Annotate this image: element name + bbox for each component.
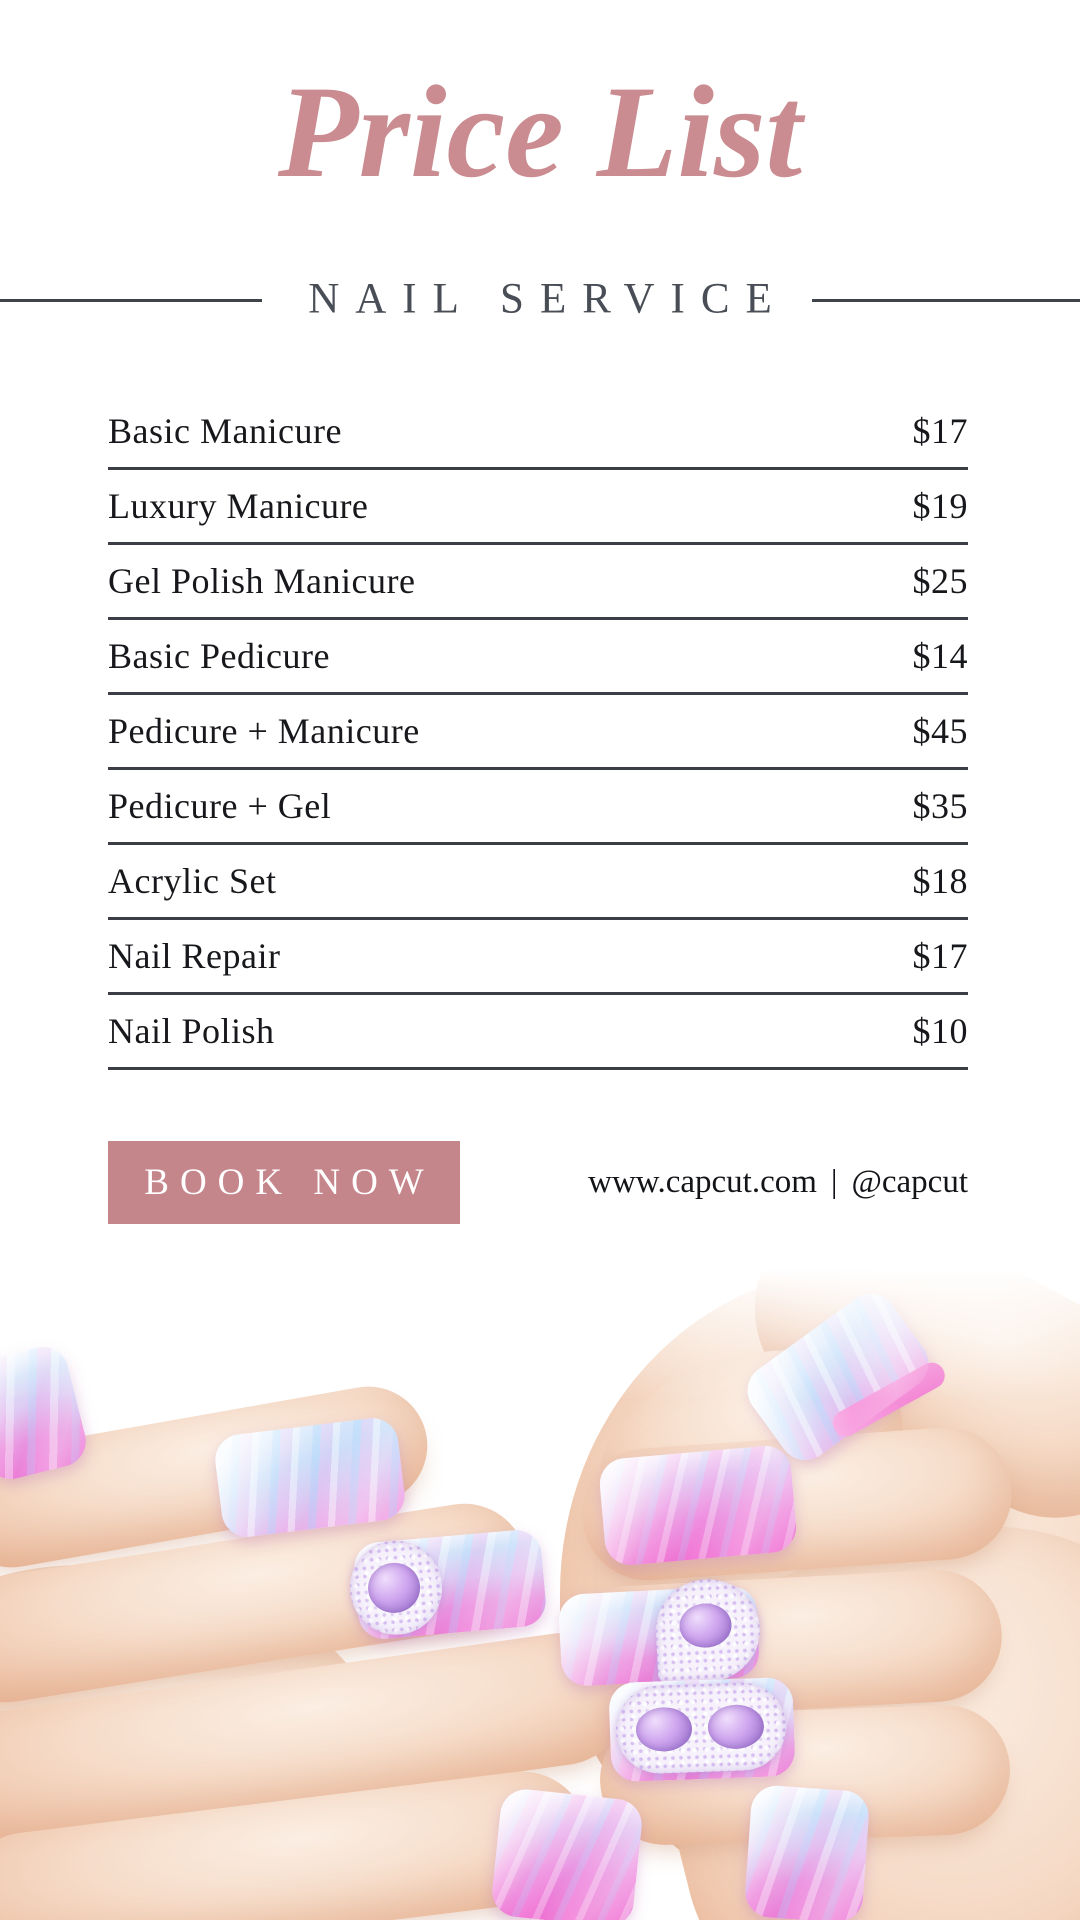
price-row [108, 695, 968, 770]
nail-with-rhinestone [352, 1528, 548, 1641]
purple-gem [366, 1561, 422, 1615]
purple-gem [635, 1706, 693, 1752]
service-name: Gel Polish Manicure [108, 561, 416, 601]
book-now-button[interactable]: BOOK NOW [108, 1141, 460, 1224]
footer [108, 1141, 968, 1224]
social-handle: @capcut [851, 1164, 968, 1200]
service-name: Acrylic Set [108, 861, 277, 901]
service-name: Basic Pedicure [108, 636, 330, 676]
rhinestone-eye-cluster [614, 1681, 787, 1775]
service-name: Pedicure + Manicure [108, 711, 420, 751]
service-name: Nail Repair [108, 936, 281, 976]
subtitle: NAIL SERVICE [308, 275, 788, 323]
nail-pink-gradient [744, 1784, 871, 1920]
subtitle-row [0, 268, 1080, 330]
page-title: Price List [277, 58, 803, 205]
service-price: $35 [912, 786, 968, 826]
rhinestone-cluster [653, 1577, 762, 1684]
price-row [108, 920, 968, 995]
service-name: Pedicure + Gel [108, 786, 332, 826]
manicure-hands-photo [0, 1240, 1080, 1920]
service-price: $17 [912, 411, 968, 451]
price-row [108, 545, 968, 620]
nail-with-rhinestone [558, 1585, 761, 1687]
contact-separator: | [830, 1164, 838, 1200]
price-row [108, 770, 968, 845]
service-price: $14 [912, 636, 968, 676]
service-price: $19 [912, 486, 968, 526]
website-url: www.capcut.com [588, 1164, 817, 1200]
service-price: $17 [912, 936, 968, 976]
price-row [108, 845, 968, 920]
price-table [108, 395, 968, 1070]
price-row [108, 470, 968, 545]
rhinestone-cluster [346, 1537, 446, 1639]
service-name: Basic Manicure [108, 411, 342, 451]
nail-pink-gradient [490, 1787, 645, 1920]
nail-pink-gradient [598, 1444, 799, 1567]
price-row [108, 995, 968, 1070]
purple-gem [678, 1602, 732, 1649]
price-row [108, 620, 968, 695]
nail-with-eye-rhinestones [608, 1677, 795, 1782]
purple-gem [707, 1704, 765, 1750]
header-line-right [812, 299, 1080, 302]
service-name: Luxury Manicure [108, 486, 369, 526]
service-price: $45 [912, 711, 968, 751]
service-price: $10 [912, 1011, 968, 1051]
photo-top-fade [0, 1240, 1080, 1400]
service-price: $18 [912, 861, 968, 901]
service-name: Nail Polish [108, 1011, 275, 1051]
price-row [108, 395, 968, 470]
contact-info [588, 1164, 968, 1201]
service-price: $25 [912, 561, 968, 601]
